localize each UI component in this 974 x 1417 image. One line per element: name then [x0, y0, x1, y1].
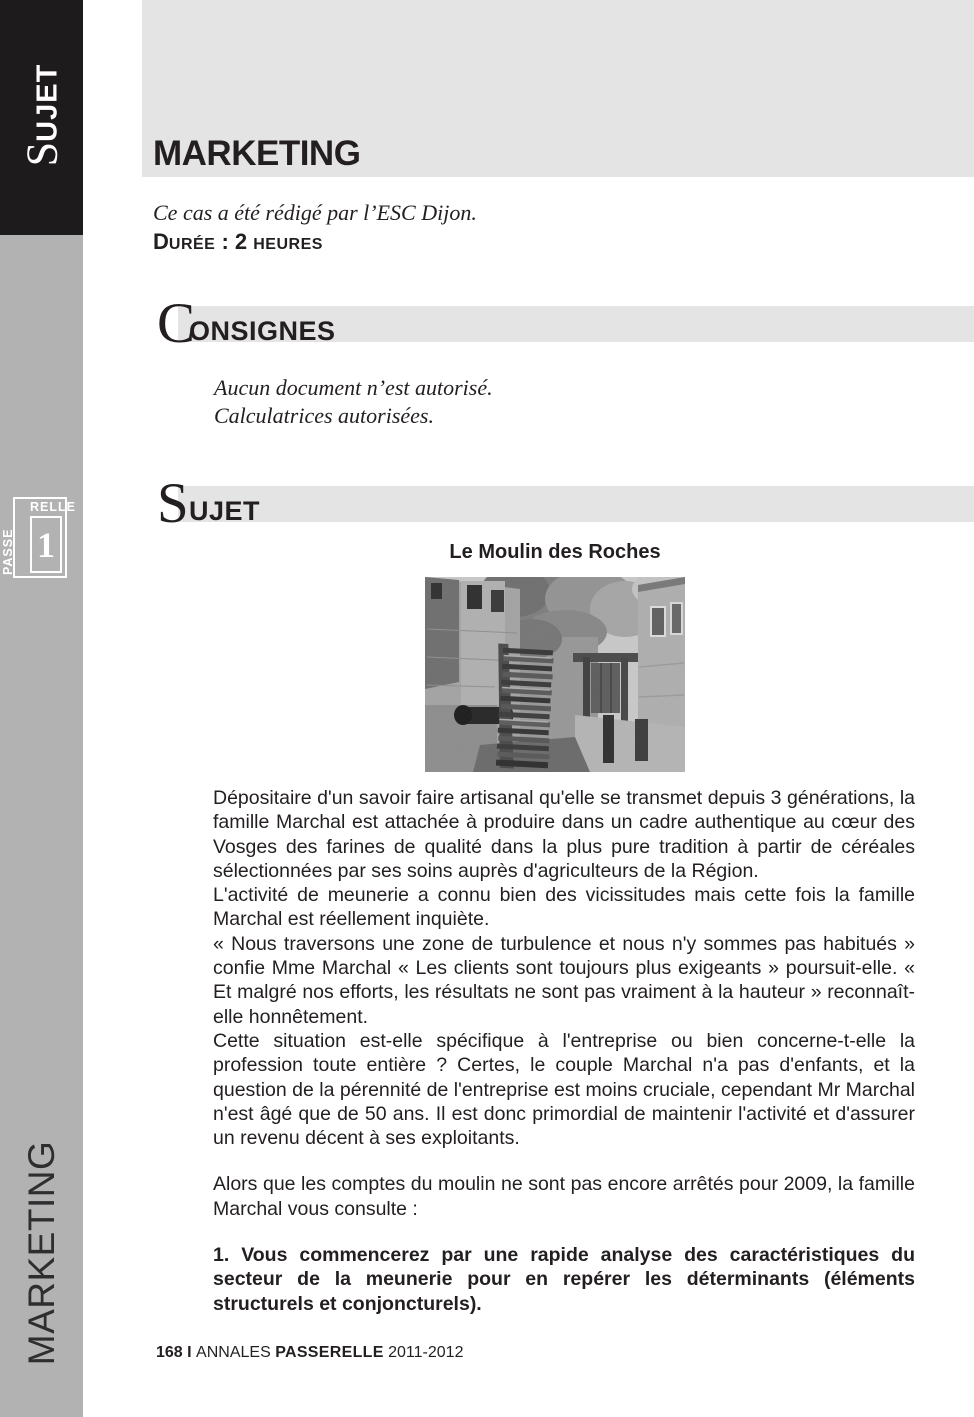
sidebar-tab-sujet [0, 0, 83, 235]
heading-band [178, 486, 974, 522]
sidebar-column: PASSE RELLE 1 MARKETING [0, 235, 83, 1417]
body-paragraph: Alors que les comptes du moulin ne sont pas encore arrêtés pour 2009, la famille Marchal vous consulte : [213, 1173, 915, 1220]
body-paragraph: L'activité de meunerie a connu bien des vicissitudes mais cette fois la famille Marchal est réellement inquiète. [213, 884, 915, 931]
footer-separator: I [182, 1344, 197, 1361]
badge-relle-text: RELLE [30, 500, 76, 514]
page-title: MARKETING [153, 134, 361, 173]
duration-line [153, 230, 323, 257]
consignes-heading [157, 287, 974, 355]
footer-series: ANNALES [196, 1344, 276, 1361]
case-body [213, 786, 915, 1316]
body-paragraph: Cette situation est-elle spécifique à l'entreprise ou bien concerne-t-elle la profession toute entière ? Certes, le couple Marchal n'a pas d'enfants, et la question de la pérennité de l'entreprise est moins cruciale, cependant Mr Marchal n'est âgé que de 50 ans. Il est donc primordial de maintenir l'activité et d'assurer un revenu décent à ses exploitants. [213, 1029, 915, 1150]
passerelle-badge [1, 497, 76, 578]
consignes-notes [214, 374, 493, 430]
sujet-rest: UJET [189, 496, 261, 526]
badge-number-box [30, 516, 62, 573]
consignes-rest: ONSIGNES [189, 316, 336, 346]
sujet-heading [157, 467, 974, 535]
duration-heures: HEURES [253, 236, 323, 253]
sidebar-tab-initial: S [17, 141, 66, 167]
footer-edition: 2011-2012 [383, 1344, 464, 1361]
question-paragraph: 1. Vous commencerez par une rapide analyse des caractéristiques du secteur de la meunerie pour en repérer les déterminants (éléments structurels et conjoncturels). [213, 1244, 915, 1315]
consignes-initial: C [157, 292, 196, 355]
mill-photo-graphic [425, 577, 685, 772]
mill-photo [425, 577, 685, 772]
sidebar-tab-label [16, 64, 67, 167]
sujet-initial: S [157, 472, 189, 535]
page-footer [156, 1344, 463, 1362]
credit-line: Ce cas a été rédigé par l’ESC Dijon. [153, 200, 477, 225]
header-band [142, 0, 974, 177]
badge-passe-text: PASSE [1, 528, 15, 575]
body-paragraph: Dépositaire d'un savoir faire artisanal qu'elle se transmet depuis 3 générations, la famille Marchal est attachée à produire dans un cadre authentique au cœur des Vosges des farines de qualité dans la plus pure tradition à partir de céréales sélectionnées par ses soins auprès d'agriculteurs de la Région. [213, 787, 915, 882]
body-paragraph: « Nous traversons une zone de turbulence et nous n'y sommes pas habitués » confie Mme Marchal « Les clients sont toujours plus exigeants » poursuit-elle. « Et malgré nos efforts, les résultats ne sont pas vraiment à la hauteur » reconnaît-elle honnêtement. [213, 932, 915, 1028]
case-title: Le Moulin des Roches [449, 541, 661, 563]
sidebar-tab-rest: UJET [31, 63, 63, 142]
consignes-note: Aucun document n’est autorisé. [214, 375, 493, 400]
duration-d: D [153, 229, 169, 254]
consignes-note: Calculatrices autorisées. [214, 403, 434, 428]
duration-uree: URÉE [168, 236, 216, 253]
footer-brand: PASSERELLE [275, 1344, 384, 1361]
badge-number: 1 [37, 524, 55, 565]
footer-page-number: 168 [156, 1344, 183, 1361]
duration-mid: : 2 [215, 229, 254, 254]
